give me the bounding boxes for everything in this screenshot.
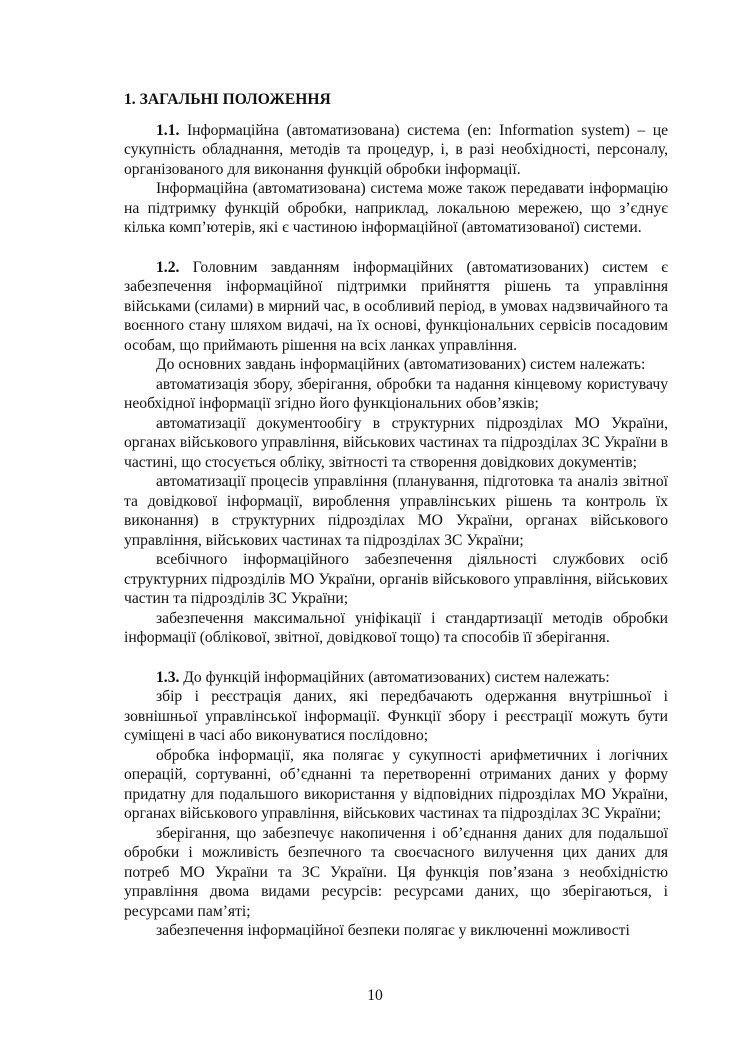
list-item: всебічного інформаційного забезпечення діяльності службових осіб структурних підрозділів МО України, органів військового управління, військових частин та підрозділів ЗС України; bbox=[124, 551, 668, 607]
paragraph-text: Головним завданням інформаційних (автоматизованих) систем є забезпечення інформаційної підтримки прийняття рішень та управління військами (силами) в мирний час, в особливий період, в умовах надзвичайного та воєнного стану шляхом видачі, на їх основі, функціональних сервісів посадовим особам, що приймають рішення на всіх ланках управління. bbox=[124, 258, 668, 354]
page-number: 10 bbox=[367, 987, 383, 1004]
list-item: обробка інформації, яка полягає у сукупності арифметичних і логічних операцій, сортуванні, об’єднанні та перетворенні отриманих даних у форму придатну для подальшого використання у відповідних підрозділах МО України, органах військового управління, військових частинах та підрозділах ЗС України; bbox=[124, 746, 668, 822]
page-content bbox=[124, 90, 668, 941]
list-item: забезпечення інформаційної безпеки полягає у виключенні можливості bbox=[156, 922, 630, 939]
list-item: зберігання, що забезпечує накопичення і об’єднання даних для подальшої обробки і можливість безпечного та своєчасного вилучення цих даних для потреб МО України та ЗС України. Ця функція пов’язана з необхідністю управління двома видами ресурсів: ресурсами даних, що зберігаються, і ресурсами пам’яті; bbox=[124, 824, 668, 920]
paragraph-text: Інформаційна (автоматизована) система (en: Information system) – це сукупність обладнання, методів та процедур, і, в разі необхідності, персоналу, організованого для виконання функцій обробки інформації. bbox=[124, 121, 668, 178]
paragraph-1-3 bbox=[124, 668, 668, 688]
paragraph-1-1 bbox=[124, 121, 668, 180]
list-item: збір і реєстрація даних, які передбачають одержання внутрішньої і зовнішньої управлінської інформації. Функції збору і реєстрації можуть бути суміщені в часі або виконуватися послідовно; bbox=[124, 688, 668, 744]
list-item: забезпечення максимальної уніфікації і стандартизації методів обробки інформації (облікової, звітної, довідкової тощо) та способів її зберігання. bbox=[124, 609, 668, 646]
list-item: автоматизації процесів управління (планування, підготовка та аналіз звітної та довідкової інформації, вироблення управлінських рішень та контроль їх виконання) в структурних підрозділах МО України, органах військового управління, військових частинах та підрозділах ЗС України; bbox=[124, 473, 668, 549]
paragraph-text: До функцій інформаційних (автоматизованих) систем належать: bbox=[179, 668, 610, 686]
spacer bbox=[124, 648, 668, 668]
paragraph-1-2-intro: До основних завдань інформаційних (автоматизованих) систем належать: bbox=[156, 356, 646, 373]
list-item: автоматизація збору, зберігання, обробки та надання кінцевому користувачу необхідної інформації згідно його функціональних обов’язків; bbox=[124, 375, 668, 412]
clause-number: 1.3. bbox=[156, 668, 180, 686]
paragraph-1-1-b: Інформаційна (автоматизована) система може також передавати інформацію на підтримку функцій обробки, наприклад, локальною мережею, що з’єднує кілька комп’ютерів, які є частиною інформаційної (автоматизованої) системи. bbox=[124, 180, 668, 236]
spacer bbox=[124, 238, 668, 258]
paragraph-1-2 bbox=[124, 258, 668, 356]
section-heading: 1. ЗАГАЛЬНІ ПОЛОЖЕННЯ bbox=[124, 91, 331, 108]
clause-number: 1.2. bbox=[156, 258, 180, 276]
clause-number: 1.1. bbox=[156, 121, 180, 139]
list-item: автоматизації документообігу в структурних підрозділах МО України, органах військового управління, військових частинах та підрозділах ЗС України в частині, що стосується обліку, звітності та створення довідкових документів; bbox=[124, 414, 668, 471]
